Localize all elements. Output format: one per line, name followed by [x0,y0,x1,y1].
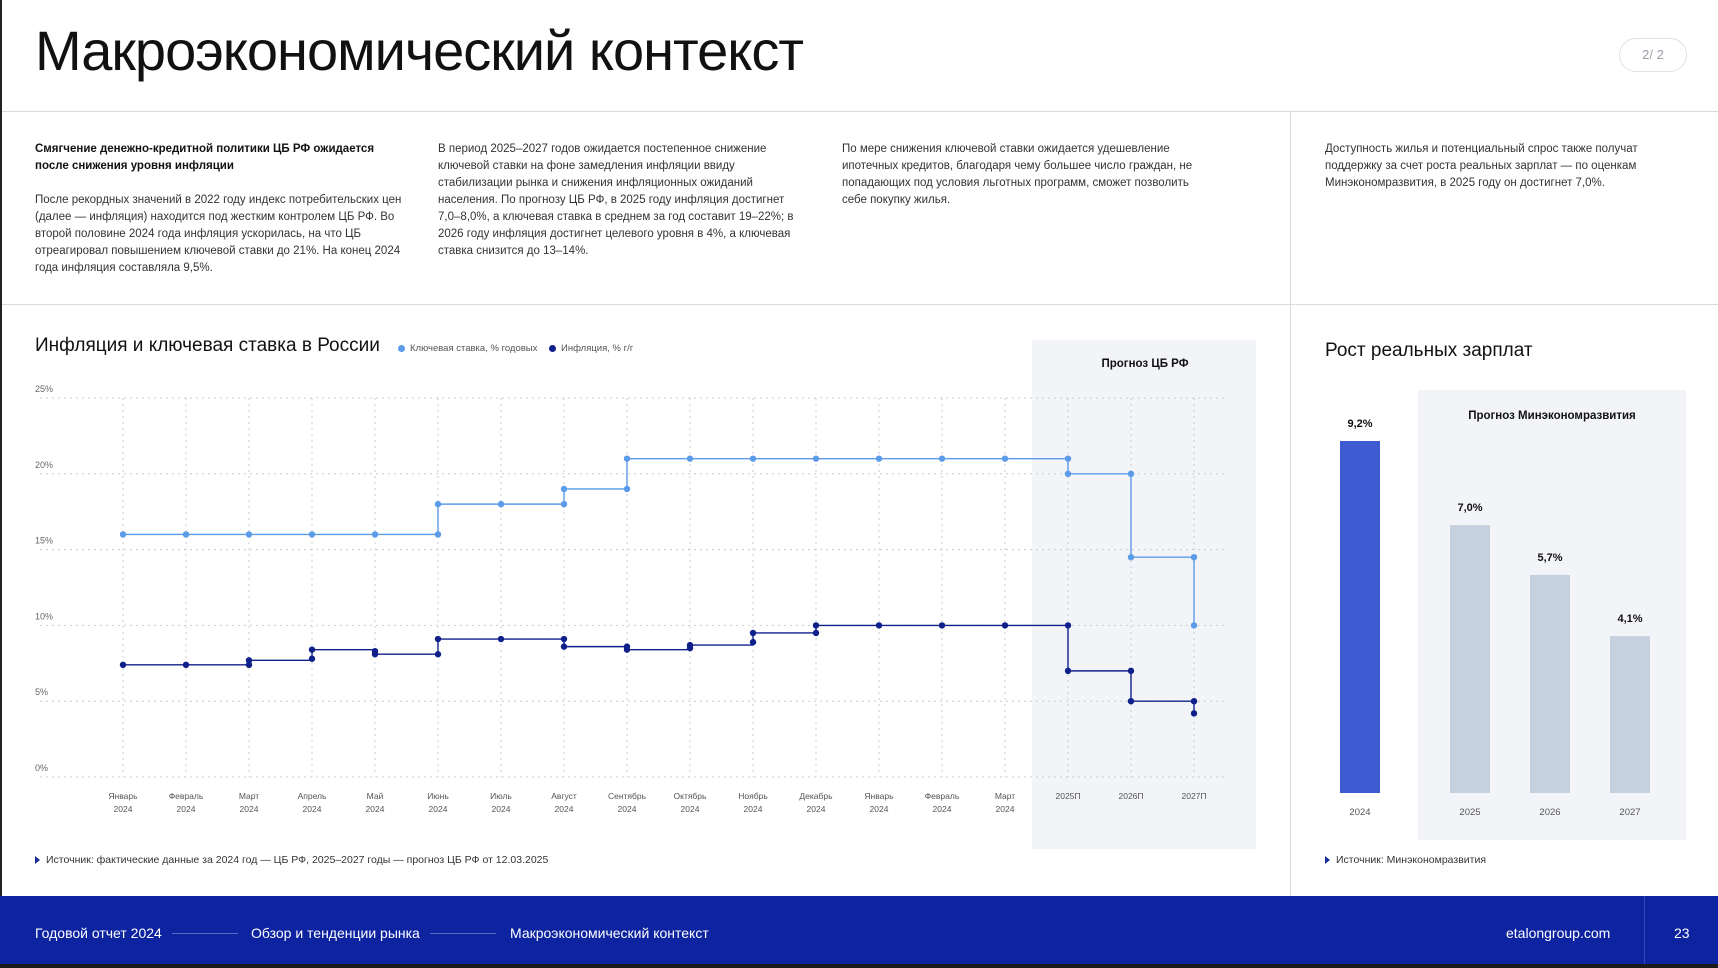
y-tick-label: 10% [35,611,54,622]
y-tick-label: 20% [35,459,54,470]
page-number: 23 [1674,925,1690,941]
forecast-area [1032,340,1256,849]
footer-report-link[interactable]: Годовой отчет 2024 [35,925,162,941]
x-tick-year: 2024 [869,804,889,814]
column-body: После рекордных значений в 2022 году индекс потребительских цен (далее — инфляция) находится под жестким контролем ЦБ РФ. Во второй половине 2024 года инфляция ускорилась, на что ЦБ отреагировал повышением ключевой ставки до 21%. На конец 2024 года инфляция составляла 9,5%. [35,194,402,274]
x-tick-label: 2026П [1118,791,1144,801]
key-rate-point [687,455,693,461]
text-column-4 [1325,141,1655,209]
inflation-point [120,662,126,668]
bottom-edge [0,964,1718,968]
x-tick-label: Март [238,791,260,801]
wage-bar [1340,441,1380,793]
key-rate-point [120,531,126,537]
key-rate-point [813,455,819,461]
key-rate-point [1065,471,1071,477]
footer [0,896,1718,968]
key-rate-point [183,531,189,537]
column-divider [1290,111,1291,896]
inflation-point [498,636,504,642]
inflation-point [1128,698,1134,704]
x-tick-label: Ноябрь [738,791,768,801]
bar-value-label: 9,2% [1347,418,1373,430]
x-tick-year: 2024 [428,804,448,814]
inflation-point [939,622,945,628]
key-rate-point [1128,471,1134,477]
text-column-2 [438,141,808,277]
key-rate-point [939,455,945,461]
key-rate-point [1191,554,1197,560]
x-tick-year: 2024 [932,804,952,814]
inflation-point [1191,698,1197,704]
column-body: В период 2025–2027 годов ожидается постепенное снижение ключевой ставки на фоне замедления инфляции ввиду стабилизации рынка и снижения инфляционных ожиданий населения. По прогнозу ЦБ РФ, в 2025 году инфляция достигнет 7,0–8,0%, а ключевая ставка в среднем за год составит 19–22%; в 2026 году инфляция достигнет целевого уровня в 4%, а ключевая ставка снизится до 13–14%. [438,143,794,257]
x-tick-year: 2024 [554,804,574,814]
legend-label: Ключевая ставка, % годовых [410,343,538,354]
x-tick-year: 2024 [680,804,700,814]
page-indicator[interactable]: 2/ 2 [1619,38,1687,72]
inflation-point [876,622,882,628]
key-rate-point [561,486,567,492]
inflation-point [1002,622,1008,628]
inflation-point [183,662,189,668]
bar-value-label: 5,7% [1537,551,1563,564]
x-tick-year: 2024 [806,804,826,814]
x-tick-year: 2024 [995,804,1015,814]
y-tick-label: 25% [35,384,54,394]
inflation-chart-title: Инфляция и ключевая ставка в России [35,335,380,356]
legend-label: Инфляция, % г/г [561,343,634,354]
x-tick-label: 2025П [1055,791,1081,801]
bar-category-label: 2024 [1349,807,1371,818]
footer-site-link[interactable]: etalongroup.com [1506,925,1611,941]
x-tick-year: 2024 [239,804,259,814]
footer-divider [1644,896,1645,968]
page-title: Макроэкономический контекст [35,19,803,82]
footer-topic-link[interactable]: Макроэкономический контекст [510,925,709,941]
inflation-point [750,630,756,636]
x-tick-year: 2024 [365,804,385,814]
inflation-point [561,636,567,642]
x-tick-label: Июль [490,791,512,801]
key-rate-point [246,531,252,537]
inflation-point [1191,710,1197,716]
x-tick-label: Февраль [924,791,960,801]
key-rate-point [372,531,378,537]
bar-value-label: 4,1% [1617,613,1643,626]
x-tick-year: 2024 [743,804,763,814]
y-tick-label: 15% [35,535,54,546]
key-rate-point [435,531,441,537]
x-tick-label: 2027П [1181,791,1207,801]
source-text: Источник: фактические данные за 2024 год — ЦБ РФ, 2025–2027 годы — прогноз ЦБ РФ от 12.03.2025 [46,854,549,866]
inflation-point [561,643,567,649]
key-rate-point [1065,455,1071,461]
forecast-label: Прогноз Минэкономразвития [1468,410,1636,422]
footer-section-link[interactable]: Обзор и тенденции рынка [251,925,420,941]
column-body: По мере снижения ключевой ставки ожидается удешевление ипотечных кредитов, благодаря чему большее число граждан, не попадающих под условия льготных программ, сможет позволить себе покупку жилья. [842,143,1193,206]
x-tick-label: Март [994,791,1016,801]
inflation-point [687,642,693,648]
x-tick-label: Апрель [297,791,327,801]
footer-separator [430,933,496,934]
inflation-key-rate-chart [0,330,1260,840]
key-rate-point [876,455,882,461]
source-text: Источник: Минэкономразвития [1336,854,1487,866]
x-tick-year: 2024 [491,804,511,814]
inflation-chart-source [35,854,548,866]
inflation-point [813,630,819,636]
x-tick-label: Февраль [168,791,204,801]
wage-bar [1530,575,1570,793]
header-divider [2,111,1718,112]
x-tick-label: Январь [864,791,894,801]
inflation-point [372,651,378,657]
key-rate-point [624,486,630,492]
key-rate-point [1191,622,1197,628]
text-column-3 [842,141,1212,226]
inflation-point [435,636,441,642]
inflation-point [1065,622,1071,628]
key-rate-point [309,531,315,537]
bar-category-label: 2027 [1619,807,1641,818]
text-divider [2,304,1718,305]
footer-separator [172,933,238,934]
key-rate-point [1128,554,1134,560]
bar-value-label: 7,0% [1457,502,1483,515]
text-column-1 [35,141,405,294]
bar-category-label: 2026 [1539,807,1561,818]
wage-bar [1450,525,1490,793]
inflation-point [813,622,819,628]
column-lead: Смягчение денежно-кредитной политики ЦБ РФ ожидается после снижения уровня инфляции [35,143,375,172]
key-rate-point [435,501,441,507]
x-tick-label: Сентябрь [607,791,647,801]
x-tick-label: Август [551,791,577,801]
wages-chart-title: Рост реальных зарплат [1325,340,1533,361]
key-rate-point [1002,455,1008,461]
column-body: Доступность жилья и потенциальный спрос также получат поддержку за счет роста реальных зарплат — по оценкам Минэкономразвития, в 2025 году он достигнет 7,0%. [1325,143,1638,189]
x-tick-label: Май [366,791,384,801]
inflation-point [309,646,315,652]
bar-category-label: 2025 [1459,807,1481,818]
key-rate-point [561,501,567,507]
x-tick-year: 2024 [617,804,637,814]
inflation-point [1065,668,1071,674]
x-tick-label: Январь [108,791,138,801]
inflation-point [624,646,630,652]
inflation-point [246,657,252,663]
x-tick-label: Декабрь [799,791,833,801]
wage-bar [1610,636,1650,793]
x-tick-year: 2024 [176,804,196,814]
key-rate-point [624,455,630,461]
wages-chart [1320,380,1700,840]
inflation-point [309,656,315,662]
x-tick-label: Октябрь [673,791,707,801]
key-rate-point [498,501,504,507]
triangle-icon [1325,856,1330,864]
x-tick-label: Июнь [427,791,449,801]
forecast-label: Прогноз ЦБ РФ [1101,358,1189,370]
wages-chart-source [1325,854,1486,866]
inflation-point [435,651,441,657]
x-tick-year: 2024 [302,804,322,814]
inflation-point [1128,668,1134,674]
x-tick-year: 2024 [113,804,133,814]
y-tick-label: 0% [35,763,49,773]
inflation-point [750,639,756,645]
key-rate-point [750,455,756,461]
triangle-icon [35,856,40,864]
y-tick-label: 5% [35,687,49,698]
